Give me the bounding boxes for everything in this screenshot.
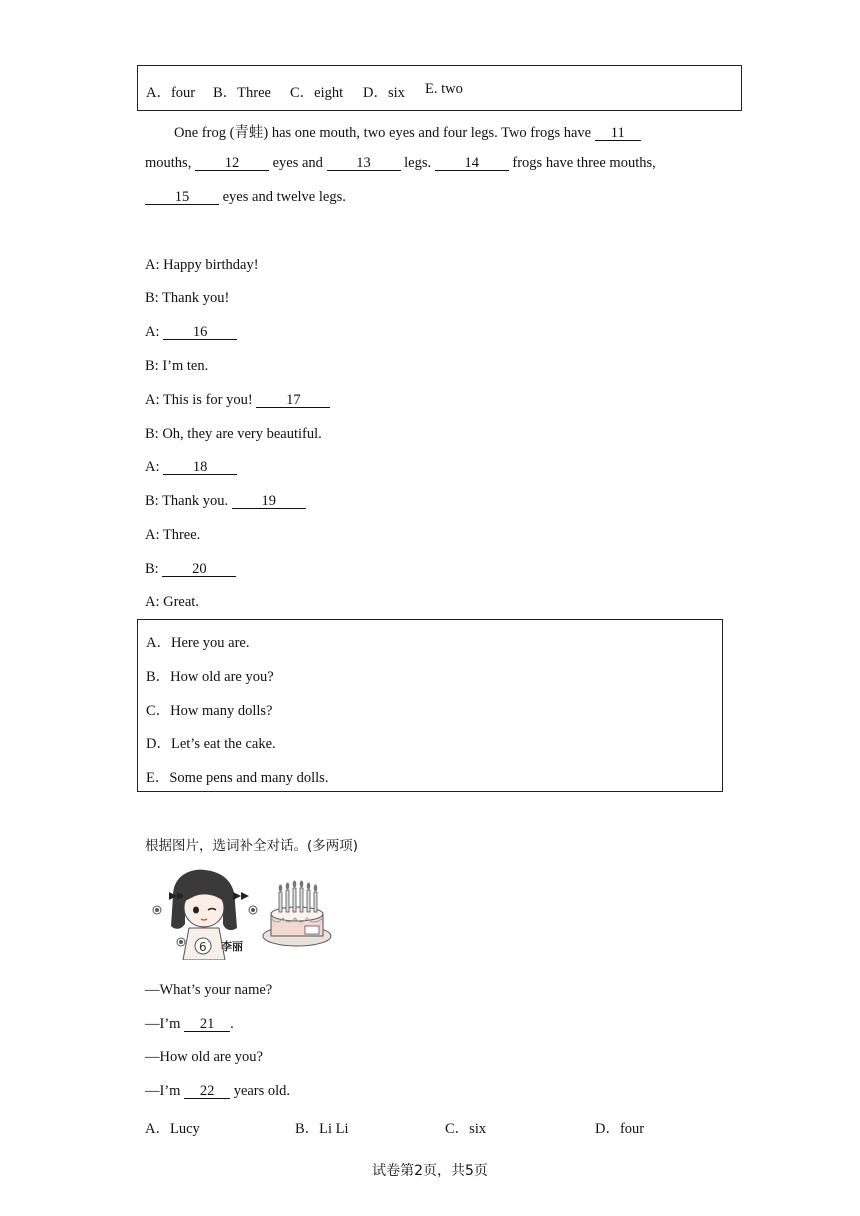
dialog-line: B: 20 (145, 561, 236, 578)
dialog-line: B: I’m ten. (145, 358, 209, 374)
page-footer: 试卷第2页，共5页 (372, 1163, 488, 1179)
option-a: A．four (146, 85, 196, 101)
option-d: D．Let’s eat the cake. (146, 736, 276, 752)
option-e: E. two (425, 81, 463, 97)
blank-12: 12 (195, 156, 269, 171)
option-d: D．four (595, 1121, 645, 1137)
options-box-2 (137, 619, 723, 792)
option-b: B．Li Li (295, 1121, 349, 1137)
blank-21: 21 (184, 1017, 230, 1032)
passage-text: frogs have three mouths, (508, 155, 656, 171)
dialog-line: —How old are you? (145, 1049, 263, 1065)
blank-22: 22 (184, 1084, 230, 1099)
passage-text: eyes and (268, 155, 327, 171)
blank-19: 19 (232, 494, 306, 509)
dialog-line: A: Great. (145, 594, 199, 610)
passage-text: mouths, (145, 155, 195, 171)
dialog-line: A: 18 (145, 459, 237, 476)
option-e: E．Some pens and many dolls. (146, 770, 329, 786)
dialog-line: —What’s your name? (145, 982, 273, 998)
dialog-line: —I’m 22 years old. (145, 1083, 291, 1099)
passage-text: eyes and twelve legs. (219, 189, 346, 205)
blank-17: 17 (256, 393, 330, 408)
option-b: B．How old are you? (146, 669, 274, 685)
girl-with-cake-illustration (145, 866, 337, 960)
dialog-line: A: 16 (145, 324, 237, 341)
passage-text: One frog (青蛙) has one mouth, two eyes and four legs. Two frogs have (174, 125, 595, 141)
passage-line-3 (145, 189, 346, 206)
option-d: D．six (363, 85, 405, 101)
blank-20: 20 (162, 562, 236, 577)
dialog-line: B: Thank you. 19 (145, 493, 306, 510)
picture-name-label: 李丽 (221, 940, 243, 953)
dialog-line: B: Thank you! (145, 290, 230, 306)
blank-11: 11 (595, 126, 641, 141)
blank-15: 15 (145, 190, 219, 205)
passage-line-1 (174, 121, 641, 142)
blank-13: 13 (327, 156, 401, 171)
blank-18: 18 (163, 460, 237, 475)
passage-line-2 (145, 155, 656, 172)
dialog-line: A: Happy birthday! (145, 257, 259, 273)
svg-text:6: 6 (199, 940, 207, 954)
option-c: C．eight (290, 85, 344, 101)
option-c: C．How many dolls? (146, 703, 273, 719)
dialog-line: —I’m 21 . (145, 1016, 234, 1032)
option-b: B．Three (213, 85, 271, 101)
dialog-line: A: Three. (145, 527, 201, 543)
option-c: C．six (445, 1121, 487, 1137)
passage-text: legs. (400, 155, 435, 171)
instruction: 根据图片，选词补全对话。(多两项) (145, 838, 359, 854)
dialog-line: B: Oh, they are very beautiful. (145, 426, 322, 442)
blank-14: 14 (435, 156, 509, 171)
blank-16: 16 (163, 325, 237, 340)
option-a: A．Lucy (145, 1121, 200, 1137)
options-box-1 (137, 65, 742, 111)
option-a: A．Here you are. (146, 635, 250, 651)
dialog-line: A: This is for you! 17 (145, 392, 330, 409)
